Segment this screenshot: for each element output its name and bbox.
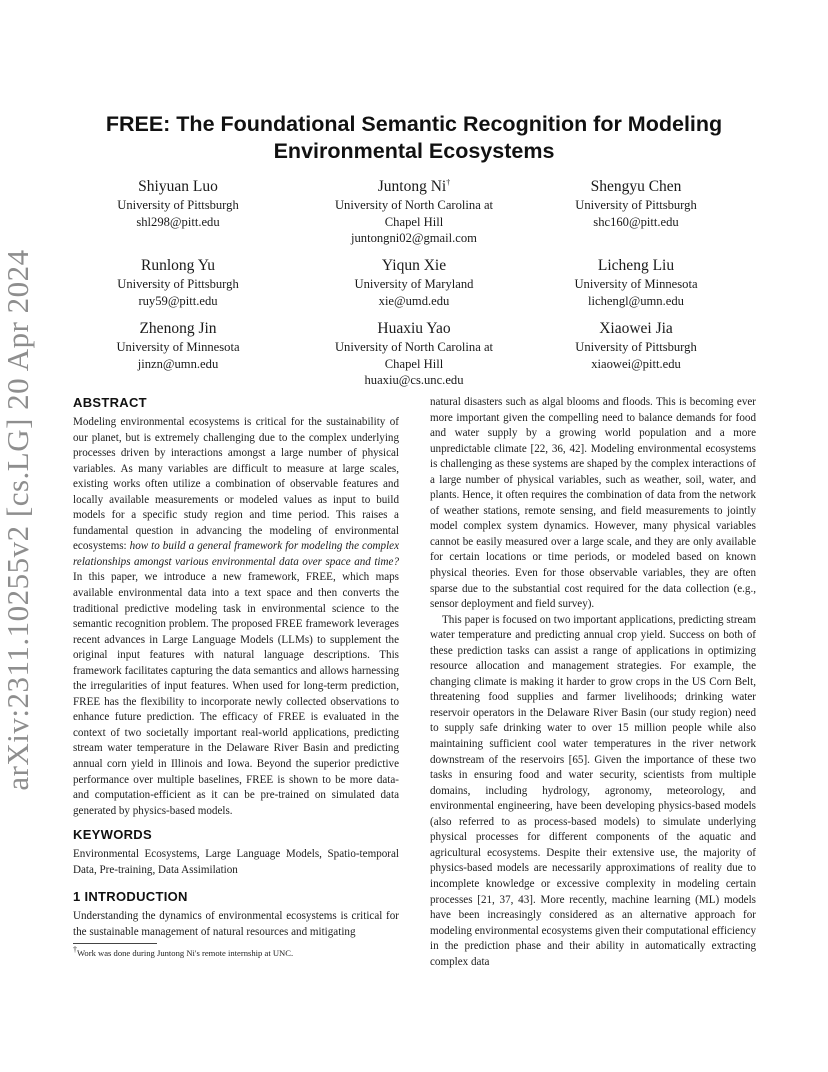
keywords-heading: KEYWORDS	[73, 827, 152, 842]
author-name: Shengyu Chen	[590, 178, 682, 195]
author-name: Licheng Liu	[597, 257, 675, 274]
author-name: Shiyuan Luo	[138, 178, 218, 195]
author-email: shl298@pitt.edu	[136, 214, 220, 229]
author-email: huaxiu@cs.unc.edu	[364, 373, 464, 387]
author-email: xie@umd.edu	[378, 293, 450, 308]
introduction-paragraph-1: natural disasters such as algal blooms and floods. This is becoming ever more important given the compelling need to balance demands for food and water supply by a growing world population and a more unpredictable climate [22, 36, 42]. Modeling environmental ecosystems is challenging as these systems are shaped by the complex interactions of a large number of physical variables, such as weather, soil, water, and plants. Hence, it often requires the combination of data from the network of weather stations, remote sensing, and field measurements to jointly model complex system dynamics. However, many physical variables cannot be easily measured over a large scale, and they are only available for certain locations or time periods, or modeled based on known physical theories. Even for those observable variables, they are often sparse due to the substantial cost required for the data collection (e.g., sensor deployment and field survey).	[430, 396, 756, 611]
footnote-text: Work was done during Juntong Ni's remote internship at UNC.	[77, 948, 294, 958]
author-affiliation: University of Pittsburgh	[575, 340, 697, 354]
keywords-body: Environmental Ecosystems, Large Language Models, Spatio-temporal Data, Pre-training, Data Assimilation	[73, 848, 399, 876]
introduction-paragraph-2-text: This paper is focused on two important applications, predicting stream water temperature and predicting annual crop yield. Success on both of these prediction tasks can assist a range of applications in optimizing resource allocation and management strategies. For example, the changing climate is making it harder to grow crops in the US Corn Belt, threatening food supplies and farmer livelihoods; drinking water reservoir operators in the Delaware River Basin (our study region) need to supply safe drinking water to over 15 million people while also maintaining sufficient cool water temperatures in the river network downstream of the reservoirs [65]. Given the importance of these two tasks in ensuring food and water security, scientists from multiple domains, including hydrology, agronomy, meteorology, and environmental engineering, have been developing physics-based models (also referred to as process-based models) to simulate underlying physical processes for different components of the aquatic and agricultural ecosystems. Despite their extensive use, the majority of physics-based models are necessarily approximations of reality due to incomplete knowledge or excessive complexity in modeling certain processes [21, 37, 43]. More recently, machine learning (ML) models have been increasingly considered as an alternative approach for modeling environmental ecosystems given their computational efficiency in the prediction phase and their ability in automatically extracting complex data	[430, 613, 756, 968]
author-affiliation: University of Pittsburgh	[575, 198, 697, 212]
author-email: shc160@pitt.edu	[593, 214, 679, 229]
footnote-rule	[73, 943, 157, 944]
footnote	[73, 947, 293, 959]
author-entry	[556, 319, 716, 372]
abstract-text-2: In this paper, we introduce a new framework, FREE, which maps available environmental data into a text space and then converts the traditional predictive modeling task in environmental science to the semantic recognition problem. The proposed FREE framework leverages recent advances in Large Language Models (LLMs) to supplement the original input features with natural language descriptions. This framework facilitates capturing the data semantics and allows harnessing the irregularities of input features. When used for long-term prediction, FREE has the flexibility to incorporate newly collected observations to enhance future prediction. The efficacy of FREE is evaluated in the context of two societally important real-world applications, predicting stream water temperature in the Delaware River Basin and predicting annual corn yield in Illinois and Iowa. Beyond the superior predictive performance over multiple baselines, FREE is shown to be more data- and computation-efficient as it can be pre-trained on simulated data generated by physics-based models.	[73, 571, 399, 817]
author-name: Zhenong Jin	[139, 320, 217, 337]
author-affiliation: University of Pittsburgh	[117, 198, 239, 212]
author-name: Juntong Ni†	[377, 177, 451, 195]
author-email: jinzn@umn.edu	[137, 356, 219, 371]
author-affiliation: University of North Carolina at	[334, 198, 494, 212]
author-name: Huaxiu Yao	[377, 320, 451, 337]
author-affiliation: Chapel Hill	[384, 356, 444, 371]
author-email: ruy59@pitt.edu	[138, 293, 218, 308]
paper-title: FREE: The Foundational Semantic Recognition for Modeling Environmental Ecosystems	[105, 112, 723, 163]
author-email: xiaowei@pitt.edu	[591, 356, 681, 371]
introduction-left-text: Understanding the dynamics of environmental ecosystems is critical for the sustainable management of natural resources and mitigating	[73, 910, 399, 938]
author-entry	[98, 177, 258, 230]
author-entry	[556, 256, 716, 309]
author-name: Xiaowei Jia	[599, 320, 673, 337]
arxiv-stamp-text: arXiv:2311.10255v2 [cs.LG] 20 Apr 2024	[0, 249, 35, 791]
author-entry	[312, 256, 516, 309]
author-email: lichengl@umn.edu	[588, 293, 684, 308]
introduction-right-column	[430, 395, 756, 970]
author-affiliation: University of Maryland	[354, 277, 474, 291]
author-dagger: †	[446, 177, 451, 187]
author-affiliation: University of Minnesota	[116, 340, 240, 354]
abstract-body	[73, 415, 399, 819]
introduction-heading: 1 INTRODUCTION	[73, 889, 188, 904]
author-affiliation: University of Pittsburgh	[117, 277, 239, 291]
abstract-heading: ABSTRACT	[73, 395, 147, 410]
author-entry	[312, 177, 516, 247]
author-name: Runlong Yu	[141, 257, 215, 274]
abstract-text-1: Modeling environmental ecosystems is critical for the sustainability of our planet, but is extremely challenging due to the complex underlying processes driven by interactions amongst a large number of physical variables. As many variables are difficult to measure at large scales, existing works often utilize a combination of observable features and locally available measurements or modeled values as input to build models for a specific study region and time period. This raises a fundamental question in advancing the modeling of environmental ecosystems:	[73, 416, 399, 553]
author-affiliation: University of North Carolina at	[334, 340, 494, 354]
introduction-paragraph-2	[430, 613, 756, 971]
author-email: juntongni02@gmail.com	[351, 231, 477, 245]
footnote-mark: †	[73, 945, 77, 955]
author-affiliation: University of Minnesota	[574, 277, 698, 291]
author-entry	[98, 319, 258, 372]
author-entry	[312, 319, 516, 389]
author-entry	[98, 256, 258, 309]
author-name: Yiqun Xie	[381, 257, 447, 274]
author-entry	[556, 177, 716, 230]
abstract-question: how to build a general framework for modeling the complex relationships amongst various environmental data over space and time?	[73, 540, 400, 568]
author-affiliation: Chapel Hill	[384, 214, 444, 229]
